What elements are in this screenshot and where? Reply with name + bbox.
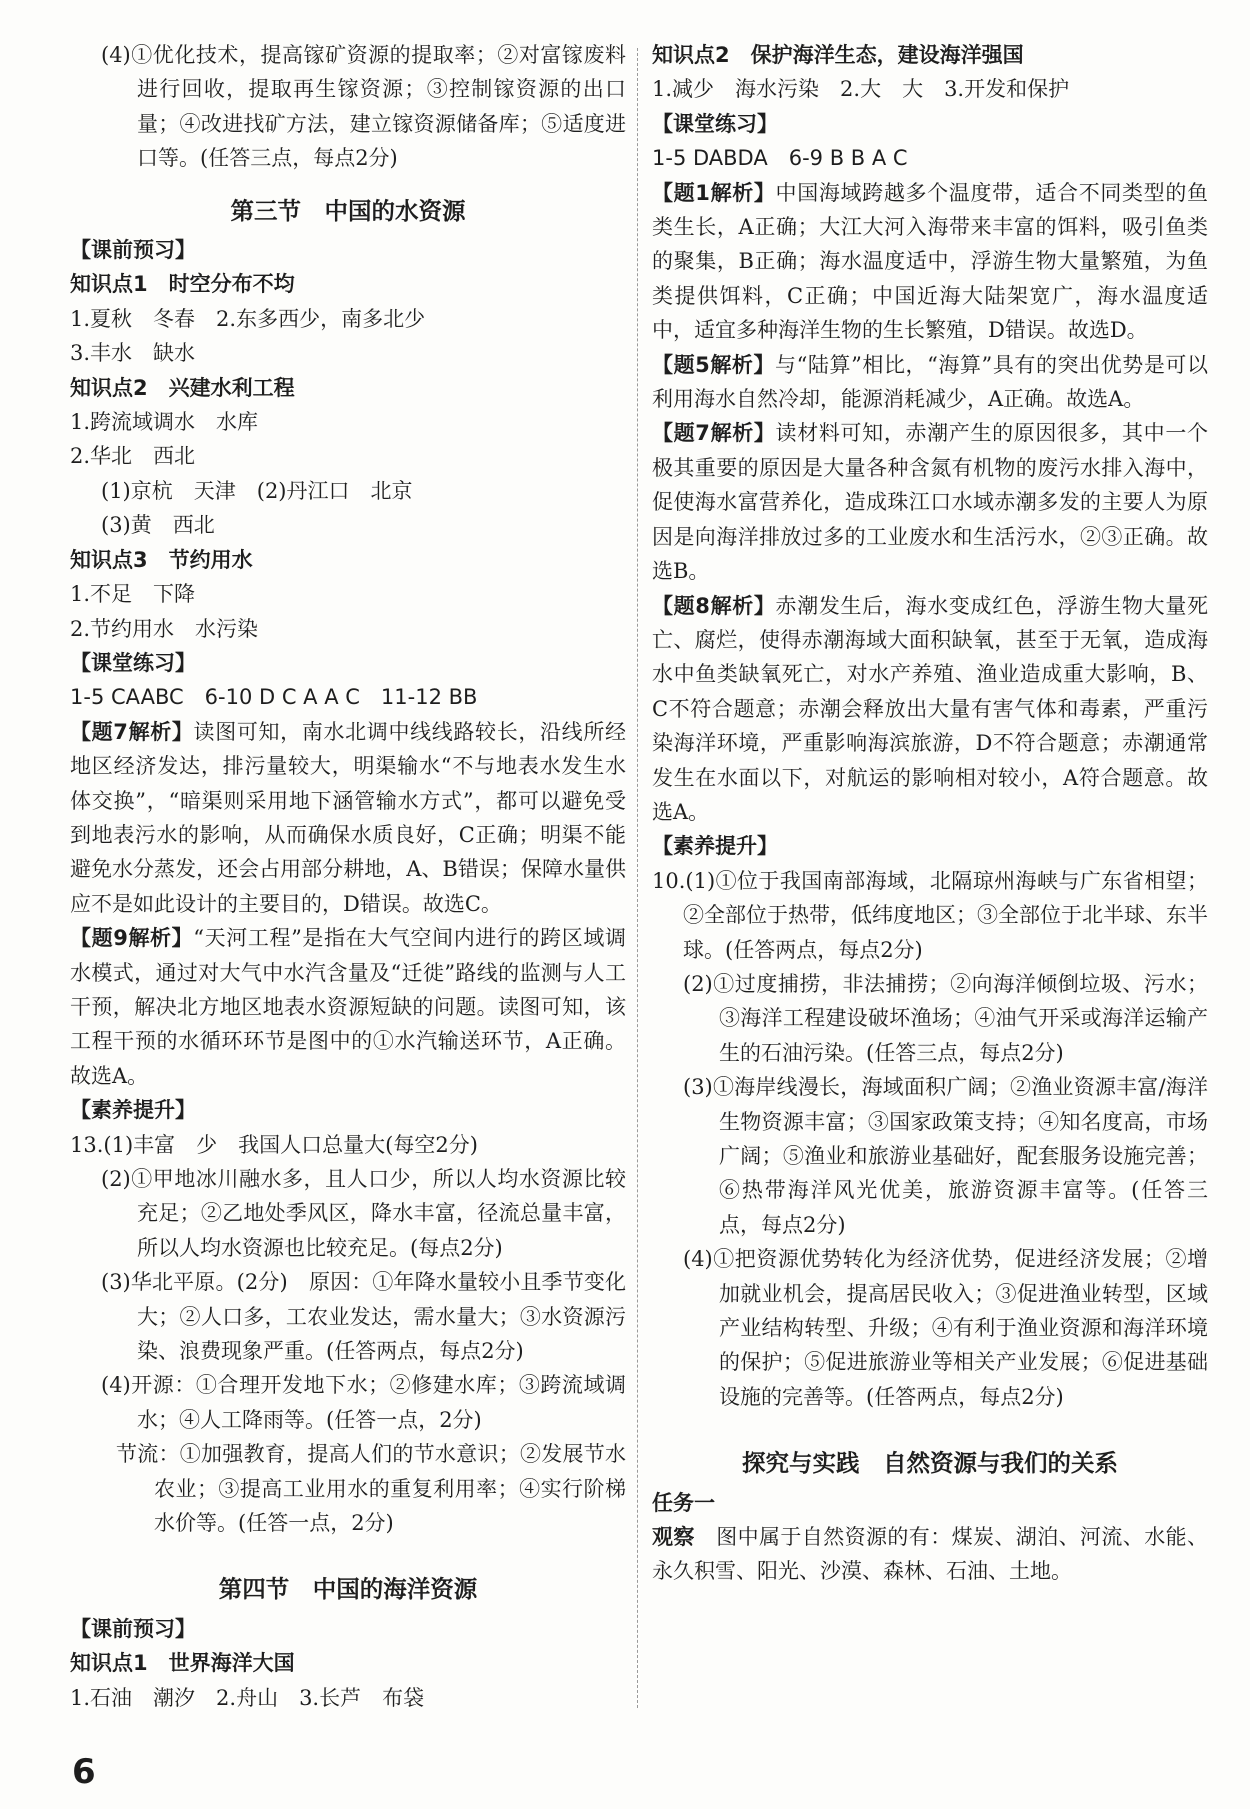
s4-class-heading: 【课堂练习】 bbox=[652, 111, 778, 136]
section4-title: 第四节 中国的海洋资源 bbox=[218, 1575, 478, 1604]
s4-q1-explanation bbox=[652, 176, 1208, 348]
observe-text: 图中属于自然资源的有：煤炭、湖泊、河流、水能、永久积雪、阳光、沙漠、森林、石油、土地。 bbox=[652, 1525, 1209, 1584]
s3-kp1-title: 知识点1 时空分布不均 bbox=[70, 272, 295, 297]
s4-kp2-line1: 1.减少 海水污染 2.大 大 3.开发和保护 bbox=[652, 77, 1070, 102]
page-number: 6 bbox=[72, 1752, 96, 1792]
left-column bbox=[70, 38, 626, 1715]
s4-kp1-line1: 1.石油 潮汐 2.舟山 3.长芦 布袋 bbox=[70, 1685, 425, 1710]
s3-answer-key: 1-5 CAABC 6-10 D C A A C 11-12 BB bbox=[70, 685, 478, 710]
s3-q9-label: 【题9解析】 bbox=[70, 926, 194, 951]
s4-q10-part1: 10.(1)①位于我国南部海域，北隔琼州海峡与广东省相望；②全部位于热带，低纬度地区；③全部位于北半球、东半球。(任答两点，每点2分) bbox=[652, 868, 1208, 962]
s3-q13-part4b: 节流：①加强教育，提高人们的节水意识；②发展节水农业；③提高工业用水的重复利用率；④实行阶梯水价等。(任答一点，2分) bbox=[116, 1442, 626, 1536]
s3-kp2-line1: 1.跨流域调水 水库 bbox=[70, 410, 259, 435]
observe-label: 观察 bbox=[652, 1525, 695, 1550]
s4-q7-label: 【题7解析】 bbox=[652, 421, 776, 446]
gallium-answer-4: (4)①优化技术，提高镓矿资源的提取率；②对富镓废料进行回收，提取再生镓资源；③控制镓资源的出口量；④改进找矿方法，建立镓资源储备库；⑤适度进口等。(任答三点，每点2分) bbox=[101, 43, 626, 171]
s4-q10-part3: (3)①海岸线漫长，海域面积广阔；②渔业资源丰富/海洋生物资源丰富；③国家政策支持；④知名度高，市场广阔；⑤渔业和旅游业基础好，配套服务设施完善；⑥热带海洋风光优美，旅游资源丰富等。(任答三点，每点2分) bbox=[683, 1075, 1208, 1237]
s3-preview-heading: 【课前预习】 bbox=[70, 238, 196, 263]
s3-kp3-title: 知识点3 节约用水 bbox=[70, 547, 253, 572]
right-column bbox=[652, 38, 1208, 1589]
task1-heading: 任务一 bbox=[652, 1490, 715, 1515]
s3-kp2-title: 知识点2 兴建水利工程 bbox=[70, 375, 295, 400]
s3-class-heading: 【课堂练习】 bbox=[70, 650, 196, 675]
s4-answer-key: 1-5 DABDA 6-9 B B A C bbox=[652, 146, 908, 171]
s4-preview-heading: 【课前预习】 bbox=[70, 1616, 196, 1641]
s4-kp2-title: 知识点2 保护海洋生态，建设海洋强国 bbox=[652, 43, 1024, 67]
s3-q13-part4: (4)开源：①合理开发地下水；②修建水库；③跨流域调水；④人工降雨等。(任答一点，2分) bbox=[101, 1373, 626, 1432]
s3-q7-label: 【题7解析】 bbox=[70, 719, 194, 744]
observe-paragraph bbox=[652, 1520, 1208, 1589]
s3-q13-part1: 13.(1)丰富 少 我国人口总量大(每空2分) bbox=[70, 1132, 478, 1157]
s3-kp3-line2: 2.节约用水 水污染 bbox=[70, 616, 259, 641]
s3-q7-text: 读图可知，南水北调中线线路较长，沿线所经地区经济发达，排污量较大，明渠输水“不与地表水发生水体交换”，“暗渠则采用地下涵管输水方式”，都可以避免受到地表污水的影响，从而确保水质良好，C正确；明渠不能避免水分蒸发，还会占用部分耕地，A、B错误；保障水量供应不是如此设计的主要目的，D错误。故选C。 bbox=[70, 719, 626, 916]
s4-q1-label: 【题1解析】 bbox=[652, 180, 776, 205]
s3-kp2-line2: 2.华北 西北 bbox=[70, 444, 196, 469]
s4-kp1-title: 知识点1 世界海洋大国 bbox=[70, 1651, 295, 1676]
s3-kp3-line1: 1.不足 下降 bbox=[70, 582, 196, 607]
column-divider bbox=[637, 48, 638, 1708]
s4-q5-explanation bbox=[652, 348, 1208, 417]
s4-q7-explanation bbox=[652, 416, 1208, 588]
s3-kp1-line1: 1.夏秋 冬春 2.东多西少，南多北少 bbox=[70, 306, 426, 331]
s3-quality-heading: 【素养提升】 bbox=[70, 1098, 196, 1123]
inquiry-title: 探究与实践 自然资源与我们的关系 bbox=[742, 1449, 1118, 1478]
s3-kp2-line3: (1)京杭 天津 (2)丹江口 北京 bbox=[101, 478, 413, 503]
s4-q8-explanation bbox=[652, 589, 1208, 830]
s4-q1-text: 中国海域跨越多个温度带，适合不同类型的鱼类生长，A正确；大江大河入海带来丰富的饵料，吸引鱼类的聚集，B正确；海水温度适中，浮游生物大量繁殖，为鱼类提供饵料，C正确；中国近海大陆架宽广，海水温度适中，适宜多种海洋生物的生长繁殖，D错误。故选D。 bbox=[652, 180, 1208, 343]
s4-q10-part4: (4)①把资源优势转化为经济优势，促进经济发展；②增加就业机会，提高居民收入；③促进渔业转型，区域产业结构转型、升级；④有利于渔业资源和海洋环境的保护；⑤促进旅游业等相关产业发展；⑥促进基础设施的完善等。(任答两点，每点2分) bbox=[683, 1247, 1208, 1409]
s3-kp2-line4: (3)黄 西北 bbox=[101, 513, 215, 538]
s3-q13-part2: (2)①甲地冰川融水多，且人口少，所以人均水资源比较充足；②乙地处季风区，降水丰富，径流总量丰富，所以人均水资源也比较充足。(每点2分) bbox=[101, 1167, 626, 1260]
s4-q5-label: 【题5解析】 bbox=[652, 352, 776, 377]
s4-q8-label: 【题8解析】 bbox=[652, 593, 776, 618]
s3-q13-part3: (3)华北平原。(2分) 原因：①年降水量较小且季节变化大；②人口多，工农业发达，需水量大；③水资源污染、浪费现象严重。(任答两点，每点2分) bbox=[101, 1270, 626, 1364]
s3-q9-explanation bbox=[70, 921, 626, 1093]
s3-kp1-line2: 3.丰水 缺水 bbox=[70, 341, 196, 366]
s4-q8-text: 赤潮发生后，海水变成红色，浮游生物大量死亡、腐烂，使得赤潮海域大面积缺氧，甚至于无氧，造成海水中鱼类缺氧死亡，对水产养殖、渔业造成重大影响，B、C不符合题意；赤潮会释放出大量有害气体和毒素，严重污染海洋环境，严重影响海滨旅游，D不符合题意；赤潮通常发生在水面以下，对航运的影响相对较小，A符合题意。故选A。 bbox=[652, 593, 1208, 824]
s4-quality-heading: 【素养提升】 bbox=[652, 834, 778, 859]
s4-q5-text: 与“陆算”相比，“海算”具有的突出优势是可以利用海水自然冷却，能源消耗减少，A正确。故选A。 bbox=[652, 352, 1208, 412]
section3-title: 第三节 中国的水资源 bbox=[230, 196, 466, 225]
s4-q10-part2: (2)①过度捕捞，非法捕捞；②向海洋倾倒垃圾、污水；③海洋工程建设破坏渔场；④油气开采或海洋运输产生的石油污染。(任答三点，每点2分) bbox=[683, 971, 1208, 1065]
s3-q9-text: “天河工程”是指在大气空间内进行的跨区域调水模式，通过对大气中水汽含量及“迁徙”路线的监测与人工干预，解决北方地区地表水资源短缺的问题。读图可知，该工程干预的水循环环节是图中的①水汽输送环节，A正确。故选A。 bbox=[70, 926, 626, 1088]
s3-q7-explanation bbox=[70, 715, 626, 921]
s4-q7-text: 读材料可知，赤潮产生的原因很多，其中一个极其重要的原因是大量各种含氮有机物的废污水排入海中，促使海水富营养化，造成珠江口水域赤潮多发的主要人为原因是向海洋排放过多的工业废水和生活污水，②③正确。故选B。 bbox=[652, 421, 1208, 584]
